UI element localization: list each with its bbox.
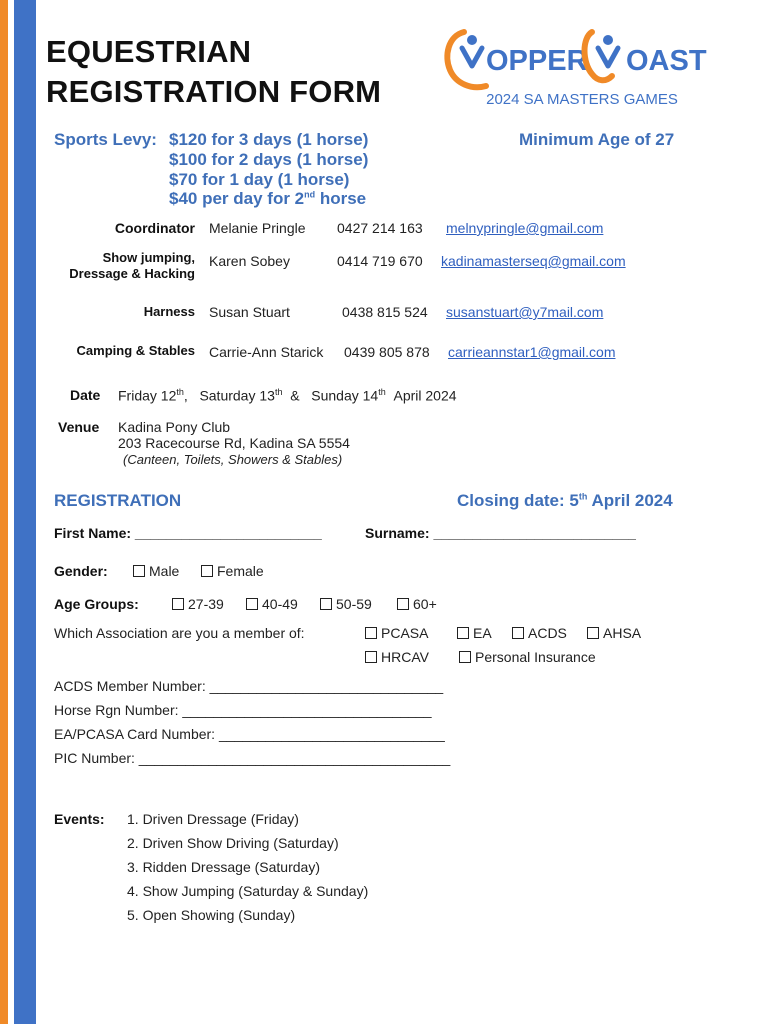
levy-line-2: $100 for 2 days (1 horse) <box>169 150 369 169</box>
events-label: Events: <box>54 811 105 827</box>
contact-role-coordinator: Coordinator <box>114 220 195 236</box>
horse-rgn-number-field[interactable]: Horse Rgn Number: ________________________________ <box>54 702 432 718</box>
personal-insurance-checkbox[interactable]: Personal Insurance <box>459 649 596 665</box>
contact-email-link[interactable]: kadinamasterseq@gmail.com <box>441 253 626 269</box>
svg-text:OPPER: OPPER <box>486 45 588 77</box>
venue-name: Kadina Pony Club <box>118 419 231 435</box>
gender-female-checkbox[interactable]: Female <box>201 563 264 579</box>
age-40-49-checkbox[interactable]: 40-49 <box>246 596 298 612</box>
checkbox-icon <box>365 627 377 639</box>
contact-email-link[interactable]: carrieannstar1@gmail.com <box>448 344 616 360</box>
svg-text:OAST: OAST <box>626 45 707 77</box>
assoc-ea-checkbox[interactable]: EA <box>457 625 492 641</box>
checkbox-icon <box>246 598 258 610</box>
age-27-39-checkbox[interactable]: 27-39 <box>172 596 224 612</box>
checkbox-icon <box>320 598 332 610</box>
contact-role-harness: Harness <box>143 304 195 319</box>
contact-name: Susan Stuart <box>209 304 290 320</box>
assoc-ahsa-checkbox[interactable]: AHSA <box>587 625 641 641</box>
age-groups-label: Age Groups: <box>54 596 139 612</box>
event-item: 1. Driven Dressage (Friday) <box>127 811 299 827</box>
hopper-coast-logo <box>442 18 722 110</box>
checkbox-icon <box>201 565 213 577</box>
contact-name: Carrie-Ann Starick <box>209 344 324 360</box>
date-label: Date <box>70 387 101 403</box>
ea-pcasa-card-number-field[interactable]: EA/PCASA Card Number: _____________________________ <box>54 726 445 742</box>
surname-field[interactable]: Surname: __________________________ <box>365 525 636 541</box>
age-50-59-checkbox[interactable]: 50-59 <box>320 596 372 612</box>
contact-name: Melanie Pringle <box>209 220 306 236</box>
venue-facilities-note: (Canteen, Toilets, Showers & Stables) <box>123 452 343 467</box>
event-item: 2. Driven Show Driving (Saturday) <box>127 835 339 851</box>
event-item: 4. Show Jumping (Saturday & Sunday) <box>127 883 369 899</box>
levy-line-3: $70 for 1 day (1 horse) <box>169 170 350 189</box>
contact-phone: 0414 719 670 <box>337 253 423 269</box>
event-item: 5. Open Showing (Sunday) <box>127 907 296 923</box>
page-title-line2: REGISTRATION FORM <box>46 74 382 109</box>
contact-phone: 0438 815 524 <box>342 304 428 320</box>
contact-phone: 0439 805 878 <box>344 344 430 360</box>
event-item: 3. Ridden Dressage (Saturday) <box>127 859 320 875</box>
contact-role-show-jumping: Show jumping, Dressage & Hacking <box>69 250 195 281</box>
contact-name: Karen Sobey <box>209 253 290 269</box>
logo-subtitle: 2024 SA MASTERS GAMES <box>486 91 678 108</box>
left-orange-stripe <box>0 0 8 1024</box>
page-title-line1: EQUESTRIAN <box>46 34 252 69</box>
venue-address: 203 Racecourse Rd, Kadina SA 5554 <box>118 435 350 451</box>
closing-date: Closing date: 5th April 2024 <box>457 491 673 510</box>
checkbox-icon <box>172 598 184 610</box>
venue-label: Venue <box>58 419 100 435</box>
checkbox-icon <box>459 651 471 663</box>
assoc-pcasa-checkbox[interactable]: PCASA <box>365 625 428 641</box>
left-blue-stripe <box>14 0 36 1024</box>
first-name-field[interactable]: First Name: ________________________ <box>54 525 322 541</box>
contact-role-camping: Camping & Stables <box>76 343 195 358</box>
assoc-acds-checkbox[interactable]: ACDS <box>512 625 567 641</box>
checkbox-icon <box>512 627 524 639</box>
checkbox-icon <box>457 627 469 639</box>
checkbox-icon <box>397 598 409 610</box>
contact-email-link[interactable]: melnypringle@gmail.com <box>446 220 604 236</box>
association-question: Which Association are you a member of: <box>54 625 305 641</box>
checkbox-icon <box>133 565 145 577</box>
assoc-hrcav-checkbox[interactable]: HRCAV <box>365 649 429 665</box>
contact-email-link[interactable]: susanstuart@y7mail.com <box>446 304 604 320</box>
minimum-age: Minimum Age of 27 <box>519 130 675 149</box>
acds-member-number-field[interactable]: ACDS Member Number: ______________________________ <box>54 678 444 694</box>
gender-label: Gender: <box>54 563 108 579</box>
checkbox-icon <box>365 651 377 663</box>
registration-heading: REGISTRATION <box>54 491 182 510</box>
contact-phone: 0427 214 163 <box>337 220 423 236</box>
levy-line-4: $40 per day for 2nd horse <box>169 189 367 208</box>
checkbox-icon <box>587 627 599 639</box>
pic-number-field[interactable]: PIC Number: ________________________________________ <box>54 750 451 766</box>
age-60-plus-checkbox[interactable]: 60+ <box>397 596 437 612</box>
gender-male-checkbox[interactable]: Male <box>133 563 179 579</box>
event-dates: Friday 12th, Saturday 13th & Sunday 14th April 2024 <box>118 387 457 404</box>
levy-line-1: $120 for 3 days (1 horse) <box>169 130 369 149</box>
levy-label: Sports Levy: <box>54 130 157 149</box>
